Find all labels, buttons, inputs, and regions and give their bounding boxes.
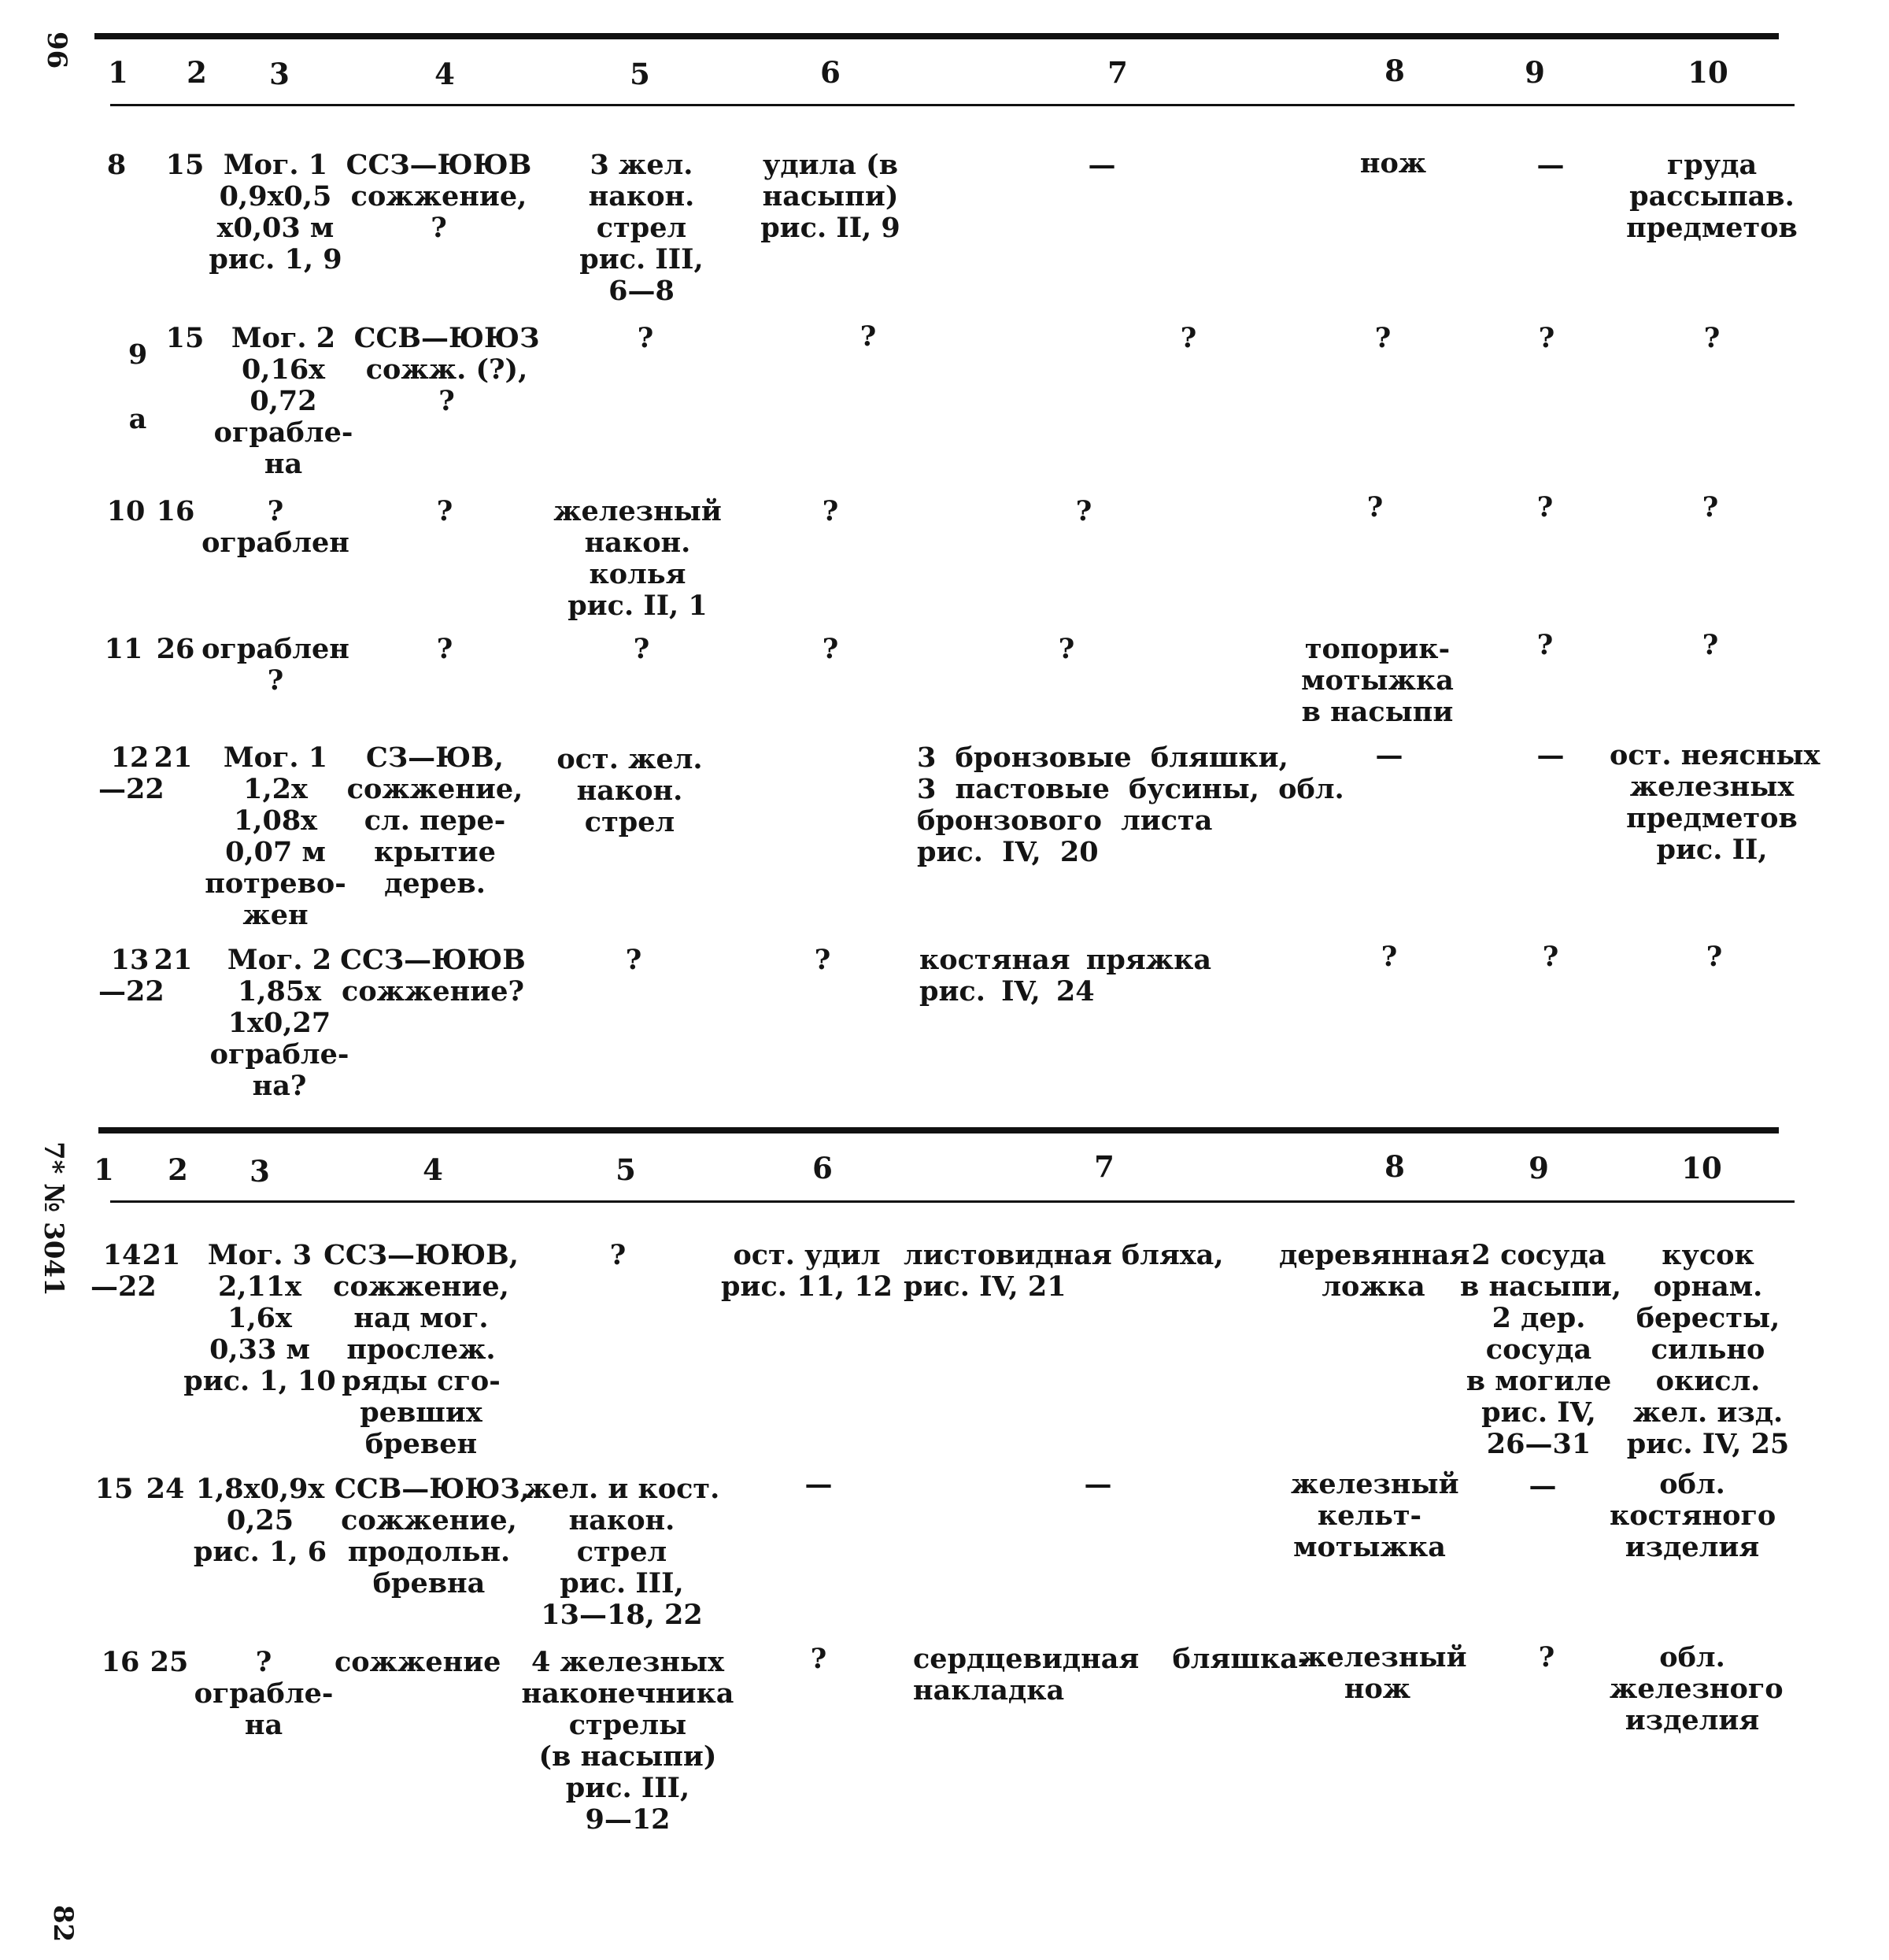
cell-col-4: СЗ—ЮВ, сожжение, сл. пере- крытие дерев.: [346, 741, 523, 900]
cell-col-7: ?: [1075, 495, 1092, 527]
column-header-4: 4: [423, 1152, 443, 1187]
top-rule: [94, 33, 1779, 39]
cell-col-1: 15: [94, 1473, 134, 1505]
cell-col-8: ?: [1381, 941, 1398, 973]
cell-col-6: ?: [822, 495, 839, 527]
column-header-1: 1: [108, 55, 128, 90]
cell-col-4: ССЗ—ЮЮВ, сожжение, над мог. прослеж. ряды сго- ревших бревен: [323, 1239, 519, 1460]
cell-col-5: 4 железных наконечника стрелы (в насыпи) рис. III, 9—12: [521, 1646, 734, 1836]
cell-col-10: ?: [1702, 491, 1719, 523]
cell-col-10: ?: [1702, 629, 1719, 661]
cell-col-10: ?: [1706, 941, 1723, 973]
cell-col-1: 10: [106, 495, 146, 527]
cell-col-7: костяная пряжка рис. IV, 24: [919, 944, 1212, 1008]
column-header-7: 7: [1094, 1149, 1115, 1184]
cell-col-2: 21: [142, 1239, 181, 1271]
cell-col-2: 26: [156, 633, 195, 665]
cell-col-1: 14 —22: [91, 1239, 157, 1303]
cell-col-10: груда рассыпав. предметов: [1626, 149, 1798, 244]
cell-col-3: 1,8x0,9x 0,25 рис. 1, 6: [193, 1473, 327, 1568]
cell-col-1: 11: [104, 633, 143, 665]
cell-col-9: —: [1536, 739, 1565, 771]
cell-col-5: ?: [633, 633, 650, 665]
cell-col-9: ?: [1536, 491, 1554, 523]
column-header-7: 7: [1107, 55, 1128, 90]
cell-col-2: 24: [146, 1473, 185, 1505]
cell-col-5: 3 жел. након. стрел рис. III, 6—8: [579, 149, 704, 307]
cell-col-7: ?: [1180, 322, 1197, 354]
cell-col-8: железный кельт- мотыжка: [1291, 1468, 1459, 1563]
cell-col-1: 9 а: [128, 338, 148, 435]
cell-col-10: кусок орнам. бересты, сильно окисл. жел. изд. рис. IV, 25: [1626, 1239, 1790, 1460]
cell-col-1: 8: [106, 149, 127, 181]
cell-col-4: ?: [436, 633, 453, 665]
cell-col-8: железный нож: [1299, 1641, 1467, 1705]
cell-col-6: ?: [822, 633, 839, 665]
cell-col-5: ?: [625, 944, 642, 976]
cell-col-8: нож: [1359, 147, 1427, 179]
cell-col-9: —: [1529, 1470, 1557, 1502]
column-header-5: 5: [630, 57, 650, 91]
column-header-8: 8: [1384, 54, 1405, 88]
cell-col-3: ? ограбле- на: [194, 1646, 334, 1741]
cell-col-1: 12 —22: [98, 741, 165, 805]
column-header-3: 3: [250, 1154, 270, 1189]
cell-col-9: ?: [1538, 1641, 1555, 1673]
cell-col-10: ?: [1703, 322, 1721, 354]
cell-col-2: 15: [165, 149, 205, 181]
cell-col-5: железный након. колья рис. II, 1: [553, 495, 722, 622]
column-header-3: 3: [269, 57, 290, 91]
cell-col-7: —: [1088, 149, 1116, 181]
cell-col-6: ?: [814, 944, 831, 976]
header-rule-2: [110, 1200, 1795, 1203]
mid-rule: [98, 1127, 1779, 1133]
column-header-4: 4: [434, 57, 455, 91]
cell-col-4: сожжение: [335, 1646, 501, 1678]
column-header-2: 2: [168, 1152, 188, 1187]
cell-col-2: 21: [153, 944, 193, 976]
cell-col-4: ССЗ—ЮЮВ сожжение?: [340, 944, 526, 1008]
cell-col-3: Мог. 2 1,85x 1x0,27 ограбле- на?: [209, 944, 349, 1102]
cell-col-2: 16: [156, 495, 195, 527]
cell-col-8: топорик- мотыжка в насыпи: [1301, 633, 1454, 728]
cell-col-7: сердцевидная бляшка- накладка: [913, 1643, 1310, 1707]
cell-col-4: ССЗ—ЮЮВ сожжение, ?: [346, 149, 532, 244]
cell-col-9: 2 сосуда в насыпи, 2 дер. сосуда в могиле рис. IV, 26—31: [1460, 1239, 1621, 1460]
cell-col-9: ?: [1536, 629, 1554, 661]
cell-col-5: ?: [609, 1239, 627, 1271]
cell-col-6: удила (в насыпи) рис. II, 9: [760, 149, 900, 244]
cell-col-6: ?: [859, 320, 877, 353]
cell-col-7: —: [1084, 1468, 1112, 1500]
cell-col-4: ?: [436, 495, 453, 527]
cell-col-7: 3 бронзовые бляшки, 3 пастовые бусины, обл. бронзового листа рис. IV, 20: [917, 741, 1344, 868]
cell-col-1: 13 —22: [98, 944, 165, 1008]
cell-col-8: ?: [1374, 322, 1392, 354]
cell-col-3: Мог. 3 2,11x 1,6x 0,33 м рис. 1, 10: [183, 1239, 336, 1397]
cell-col-7: ?: [1058, 633, 1075, 665]
cell-col-9: —: [1536, 149, 1565, 181]
cell-col-6: —: [804, 1468, 833, 1500]
cell-col-8: —: [1375, 739, 1403, 771]
column-header-5: 5: [615, 1152, 636, 1187]
cell-col-9: ?: [1538, 322, 1555, 354]
cell-col-7: листовидная бляха, рис. IV, 21: [904, 1239, 1224, 1303]
cell-col-3: Мог. 1 0,9x0,5 x0,03 м рис. 1, 9: [209, 149, 342, 276]
cell-col-10: обл. костяного изделия: [1610, 1468, 1776, 1563]
margin-mark: 82: [47, 1905, 79, 1943]
signature-mark: 7* № 3041: [38, 1141, 69, 1296]
cell-col-5: ?: [637, 322, 654, 354]
cell-col-10: обл. железного изделия: [1610, 1641, 1784, 1736]
column-header-2: 2: [187, 55, 207, 90]
column-header-6: 6: [820, 55, 841, 90]
cell-col-3: ? ограблен: [201, 495, 349, 559]
column-header-6: 6: [812, 1151, 833, 1185]
cell-col-9: ?: [1542, 941, 1559, 973]
column-header-10: 10: [1681, 1151, 1722, 1185]
cell-col-2: 15: [165, 322, 205, 354]
cell-col-10: ост. неясных железных предметов рис. II,: [1610, 739, 1821, 866]
cell-col-1: 16: [101, 1646, 140, 1678]
cell-col-2: 21: [153, 741, 193, 774]
cell-col-3: ограблен ?: [201, 633, 349, 697]
column-header-9: 9: [1525, 55, 1545, 90]
cell-col-6: ост. удил рис. 11, 12: [721, 1239, 893, 1303]
cell-col-6: ?: [810, 1643, 827, 1675]
cell-col-8: ?: [1366, 491, 1384, 523]
cell-col-8: деревянная ложка: [1279, 1239, 1470, 1303]
column-header-10: 10: [1688, 55, 1728, 90]
column-header-1: 1: [94, 1152, 114, 1187]
cell-col-2: 25: [150, 1646, 189, 1678]
cell-col-3: Мог. 1 1,2x 1,08x 0,07 м потрево- жен: [205, 741, 346, 931]
cell-col-3: Мог. 2 0,16x 0,72 ограбле- на: [213, 322, 353, 480]
cell-col-4: ССВ—ЮЮЗ, сожжение, продольн. бревна: [335, 1473, 530, 1599]
cell-col-5: жел. и кост. након. стрел рис. III, 13—18, 22: [523, 1473, 720, 1631]
cell-col-4: ССВ—ЮЮЗ сожж. (?), ?: [353, 322, 540, 417]
column-header-9: 9: [1529, 1151, 1549, 1185]
cell-col-5: ост. жел. након. стрел: [556, 743, 703, 838]
page-number: 96: [41, 31, 72, 69]
header-rule-1: [110, 104, 1795, 106]
column-header-8: 8: [1384, 1149, 1405, 1184]
